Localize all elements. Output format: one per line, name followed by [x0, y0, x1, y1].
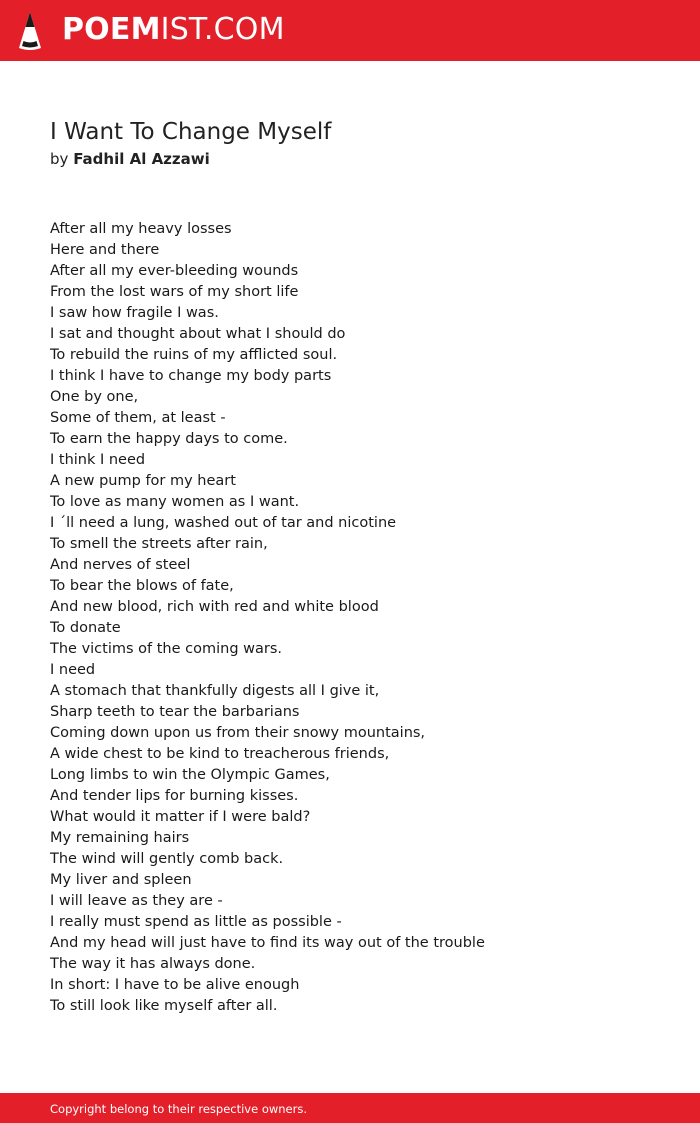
poem-line: After all my ever-bleeding wounds: [50, 263, 299, 279]
poem-line: I sat and thought about what I should do: [50, 326, 346, 342]
poem-title: I Want To Change Myself: [50, 119, 332, 145]
poem-line: The victims of the coming wars.: [50, 641, 283, 657]
poem-line: I need: [50, 662, 96, 678]
poem-line: After all my heavy losses: [50, 221, 232, 237]
poem-line: And my head will just have to find its way out of the trouble: [50, 935, 485, 951]
poem-line: I really must spend as little as possible -: [50, 914, 342, 930]
poem-line: My remaining hairs: [50, 830, 190, 846]
site-footer: [0, 1093, 700, 1123]
poem-line: To love as many women as I want.: [50, 494, 300, 510]
poem-line: Here and there: [50, 242, 160, 258]
poem-line: To still look like myself after all.: [50, 998, 278, 1014]
byline: [50, 148, 670, 170]
poem-line: Sharp teeth to tear the barbarians: [50, 704, 300, 720]
poem-line: The wind will gently comb back.: [50, 851, 284, 867]
poem-line: I ´ll need a lung, washed out of tar and nicotine: [50, 515, 397, 531]
poem-line: To rebuild the ruins of my afflicted soul.: [50, 347, 338, 363]
poem-line: And new blood, rich with red and white blood: [50, 599, 379, 615]
poem-line: A new pump for my heart: [50, 473, 236, 489]
poem-line: One by one,: [50, 389, 139, 405]
brand-bold-text: POEM: [62, 12, 161, 47]
poem-line: The way it has always done.: [50, 956, 256, 972]
poem-line: To smell the streets after rain,: [50, 536, 268, 552]
poem-line: And nerves of steel: [50, 557, 191, 573]
poem-line: Coming down upon us from their snowy mountains,: [50, 725, 426, 741]
poem-line: A stomach that thankfully digests all I give it,: [50, 683, 380, 699]
poem-line: I will leave as they are -: [50, 893, 223, 909]
brand-light-text: IST.COM: [160, 12, 285, 47]
copyright-text: Copyright belong to their respective owners.: [50, 1102, 308, 1116]
poem-line: I think I need: [50, 452, 146, 468]
site-header: [0, 0, 700, 61]
author-name: Fadhil Al Azzawi: [73, 150, 210, 168]
poem-line: To earn the happy days to come.: [50, 431, 288, 447]
poem-line: My liver and spleen: [50, 872, 192, 888]
poem-line: To bear the blows of fate,: [50, 578, 234, 594]
by-label: by: [50, 150, 69, 168]
poem-line: In short: I have to be alive enough: [50, 977, 300, 993]
poem-line: Long limbs to win the Olympic Games,: [50, 767, 330, 783]
poem-line: Some of them, at least -: [50, 410, 226, 426]
poem-line: What would it matter if I were bald?: [50, 809, 311, 825]
poem-line: To donate: [50, 620, 121, 636]
pencil-tip-icon[interactable]: [17, 10, 43, 52]
poem-header: [50, 116, 670, 170]
poem-line: And tender lips for burning kisses.: [50, 788, 299, 804]
poem-body: [50, 219, 670, 1017]
poem-line: From the lost wars of my short life: [50, 284, 299, 300]
poem-line: A wide chest to be kind to treacherous friends,: [50, 746, 390, 762]
site-brand-link[interactable]: [62, 12, 285, 48]
poem-line: I saw how fragile I was.: [50, 305, 219, 321]
poem-line: I think I have to change my body parts: [50, 368, 332, 384]
